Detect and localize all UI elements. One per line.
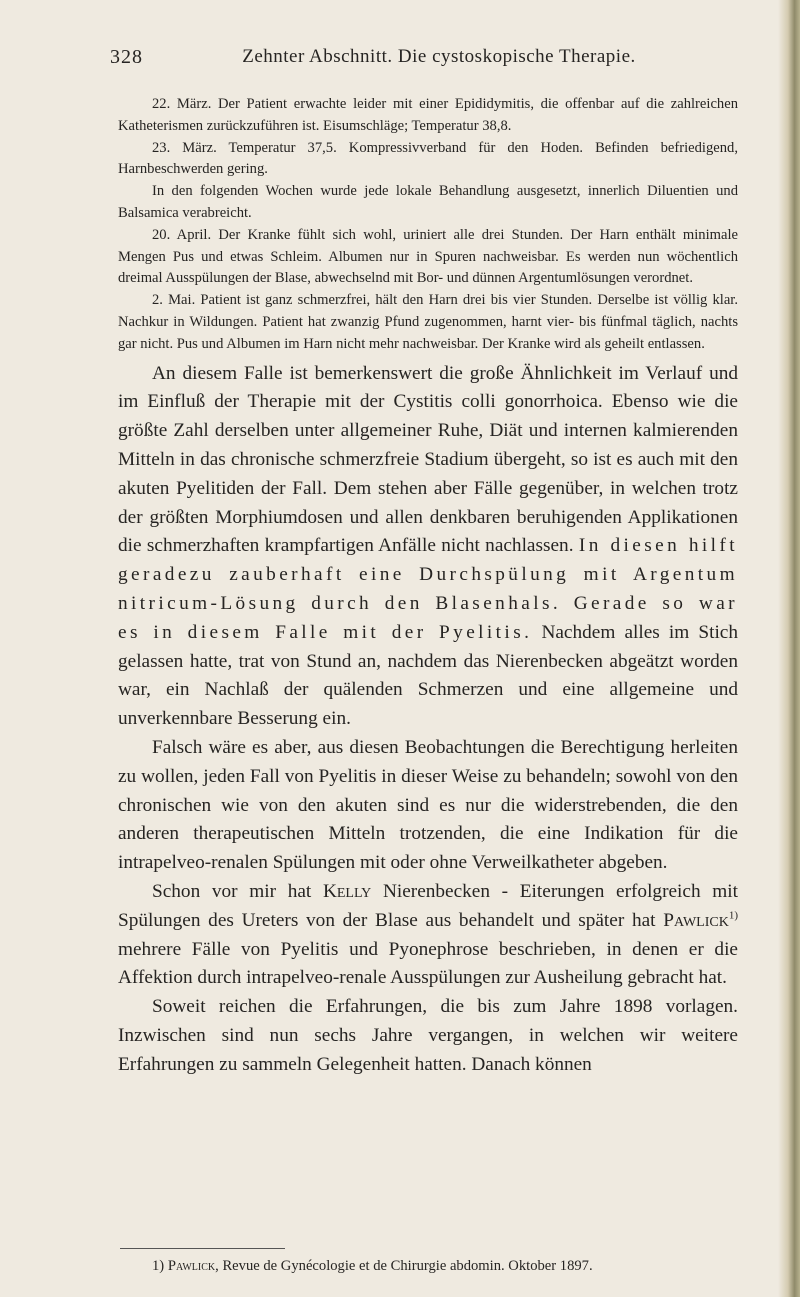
author-name: Kelly — [322, 880, 372, 902]
paragraph-literature — [118, 878, 738, 993]
diary-entry-following-weeks: In den folgenden Wochen wurde jede lokale Behandlung ausgesetzt, innerlich Diluentien und Balsamica verabreicht. — [118, 183, 738, 221]
paragraph-text: mehrere Fälle von Pyelitis und Pyonephrose beschrieben, in denen er die Affektion durch intrapelveo-renale Ausspülungen zur Ausheilung gebracht hat. — [118, 938, 738, 989]
page-number: 328 — [110, 46, 143, 68]
paragraph-text: Nachdem alles im Stich gelassen hatte, trat von Stund an, nachdem das Nierenbecken abgeätzt worden war, ein Nachlaß der quälenden Schmerzen und eine allgemeine und unverkennbare Besserung ein. — [118, 621, 738, 730]
running-title: Zehnter Abschnitt. Die cystoskopische Therapie. — [242, 46, 636, 67]
paragraph-case-discussion — [118, 360, 738, 734]
footnote-marker: 1) — [728, 909, 738, 922]
paragraph-text: An diesem Falle ist bemerkenswert die große Ähnlichkeit im Verlauf und im Einfluß der Therapie mit der Cystitis colli gonorrhoica. Ebenso wie die größte Zahl derselben unter allgemeiner Ruhe, Diät und internen kalmierenden Mitteln in das chronische schmerzfreie Stadium übergeht, so ist es auch mit den akuten Pyelitiden der Fall. Dem stehen aber Fälle gegenüber, in welchen trotz der größten Morphiumdosen und allen denkbaren beruhigenden Applikationen die schmerzhaften krampfartigen Anfälle nicht nachlassen. — [118, 362, 738, 557]
footnote — [118, 1256, 738, 1276]
paragraph-indication: Falsch wäre es aber, aus diesen Beobachtungen die Berechtigung herleiten zu wollen, jeden Fall von Pyelitis in dieser Weise zu behandeln; sowohl von den chronischen wie von den akuten sind es nur die widerstrebenden, die den anderen therapeutischen Mitteln trotzenden, die eine Indikation für die intrapelveo-renalen Spülungen mit oder ohne Verweilkatheter abgeben. — [118, 736, 738, 874]
running-header — [0, 46, 800, 74]
footnote-author: Pawlick, — [167, 1258, 219, 1274]
page-edge-shadow — [778, 0, 800, 1297]
author-name: Pawlick — [663, 909, 729, 931]
page-body — [118, 94, 738, 1079]
diary-entry-may-2: 2. Mai. Patient ist ganz schmerzfrei, hält den Harn drei bis vier Stunden. Derselbe ist völlig klar. Nachkur in Wildungen. Patient hat zwanzig Pfund zugenommen, harnt vier- bis fünfmal täglich, nachts gar nicht. Pus und Albumen im Harn nicht mehr nachweisbar. Der Kranke wird als geheilt entlassen. — [118, 292, 738, 352]
paragraph-text: Schon vor mir hat — [152, 880, 312, 902]
diary-entry-march-22: 22. März. Der Patient erwachte leider mit einer Epididymitis, die offenbar auf die zahlreichen Katheterismen zurückzuführen ist. Eisumschläge; Temperatur 38,8. — [118, 96, 738, 134]
diary-entry-march-23: 23. März. Temperatur 37,5. Kompressivverband für den Hoden. Befinden befriedigend, Harnbeschwerden gering. — [118, 139, 738, 178]
footnote-rule — [120, 1248, 285, 1249]
paragraph-text: Nierenbecken - Eiterungen erfolgreich mit Spülungen des Ureters von der Blase aus behandelt und später hat — [118, 880, 738, 931]
footnote-text: Revue de Gynécologie et de Chirurgie abdomin. Oktober 1897. — [222, 1258, 593, 1274]
diary-entry-april-20: 20. April. Der Kranke fühlt sich wohl, uriniert alle drei Stunden. Der Harn enthält minimale Mengen Pus und etwas Schleim. Albumen nur in Spuren nachweisbar. Es werden nun wöchentlich dreimal Ausspülungen der Blase, abwechselnd mit Bor- und dünnen Argentumlösungen verordnet. — [118, 226, 738, 287]
paragraph-experience: Soweit reichen die Erfahrungen, die bis zum Jahre 1898 vorlagen. Inzwischen sind nun sechs Jahre vergangen, in welchen wir weitere Erfahrungen zu sammeln Gelegenheit hatten. Danach können — [118, 996, 738, 1075]
emphasized-text: In diesen hilft geradezu zauberhaft eine Durchspülung mit Argentum nitricum-Lösung durch den Blasenhals. Gerade so war es in diesem Falle mit der Pyelitis. — [118, 535, 739, 643]
footnote-number: 1) — [152, 1258, 165, 1274]
